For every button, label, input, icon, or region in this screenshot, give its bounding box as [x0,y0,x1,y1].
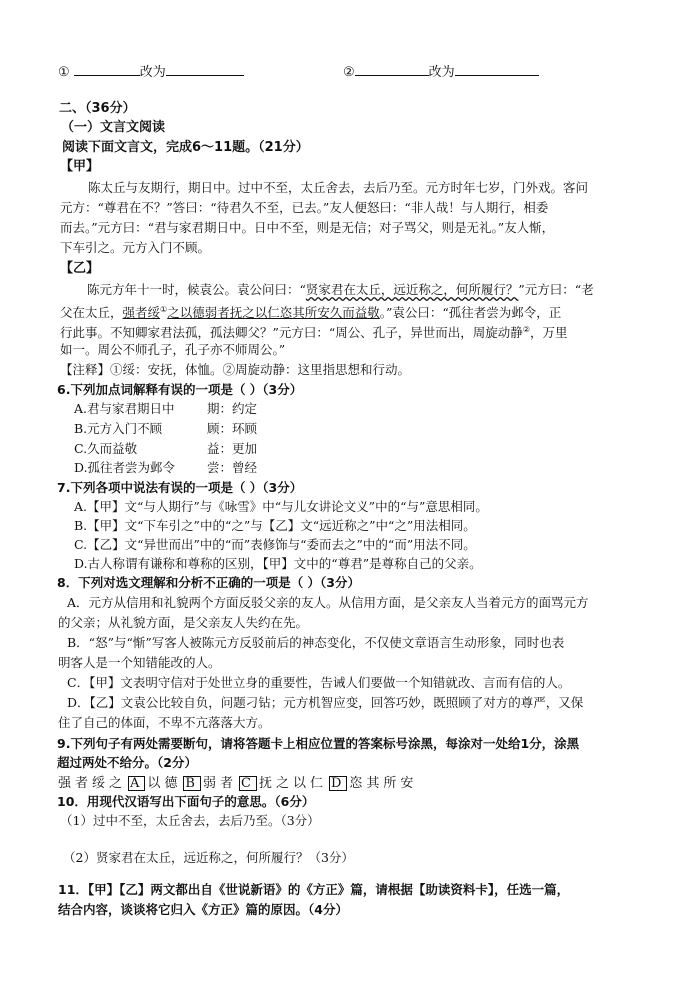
q8-line: 住了自己的体面，不卑不亢落落大方。 [58,715,271,730]
q9-segment: 强者绥之 [58,776,127,791]
fill-item-2 [343,63,539,81]
q6-option-text: A.君与家君期日中 [74,401,175,416]
yi-line-4: 如一。周公不师孔子，孔子亦不师周公。” [60,342,286,357]
yi-underlined-question: 贤家君在太丘，远近称之，何所履行？ [305,282,519,297]
q6-option-text: C.久而益敬 [74,441,138,456]
q7-option-d: D.古人称谓有谦称和尊称的区别，【甲】文中的“尊君”是尊称自己的父亲。 [74,556,482,571]
q8-line: 的父亲；从礼貌方面，是父亲友人失约在先。 [58,615,309,630]
q9-break-d[interactable]: D [330,776,346,791]
q9-segment: 以德 [147,776,182,791]
yi-underlined-phrase: 强者绥 [122,305,161,321]
fill-blank-1a[interactable] [74,63,140,76]
fill-item-2-num: ② [343,65,355,80]
q6-option-c [74,441,137,457]
q8-line: D．【乙】文袁公比较自负，问题刁钻；元方机智应变，回答巧妙，既照顾了对方的尊严，又保 [67,695,584,710]
q8-title: 8．下列对选文理解和分析不正确的一项是（ ）（3分） [57,575,360,590]
yi-text: 行此事。不知卿家君法孤，孤法卿父？”元方曰：“周公、孔子，异世而出，周旋动静 [60,325,523,341]
q9-segment: 弱者 [202,776,237,791]
yi-label: 【乙】 [60,261,100,276]
yi-underlined-phrase: 之以德弱者抚之以仁恣其所安久而益敬 [167,305,380,321]
jia-line: 而去。”元方曰：“君与家君期日中。日中不至，则是无信；对子骂父，则是无礼。”友人惭， [60,220,555,235]
yi-text: 陈元方年十一时，候袁公。袁公问曰：“ [87,282,306,297]
q7-option-b: B.【甲】文“下车引之”中的“之”与【乙】文“远近称之”中“之”用法相同。 [74,518,476,533]
q6-gloss-a: 期：约定 [207,401,258,416]
notes: 【注释】①绥：安抚，体恤。②周旋动静：这里指思想和行动。 [60,362,411,377]
q8-line: B．“怒”与“惭”写客人被陈元方反驳前后的神态变化，不仅使文章语言生动形象，同时也表 [67,635,565,650]
yi-line-3 [60,322,567,341]
q9-break-c[interactable]: C [241,776,255,791]
yi-text: 。”袁公曰：“孤往者尝为邺令，正 [379,305,562,321]
q9-segment: 抚之以仁 [258,776,327,791]
note-marker-2: ② [522,325,530,334]
q7-title: 7.下列各项中说法有误的一项是（ ）（3分） [57,480,303,495]
fill-blank-1b[interactable] [166,63,244,76]
q11-line-1: 11．【甲】【乙】两文都出自《世说新语》的《方正》篇，请根据【助读资料卡】，任选一篇， [58,882,570,897]
yi-text: ，万里 [529,325,568,341]
section-2-instruction: 阅读下面文言文，完成6～11题。（21分） [62,140,309,155]
q9-break-b[interactable]: B [185,776,199,791]
jia-line: 下车引之。元方入门不顾。 [60,240,211,255]
fill-blank-2a[interactable] [355,63,429,76]
q9-segment: 恣其所安 [349,776,418,791]
yi-line-1 [87,282,594,298]
q7-option-a: A.【甲】文“与人期行”与《咏雪》中“与儿女讲论文义”中的“与”意思相同。 [74,499,488,514]
q6-option-a [74,401,175,417]
q10-item-1: （1）过中不至，太丘舍去，去后乃至。（3分） [60,813,320,828]
q6-option-d [74,460,175,476]
fill-blank-2b[interactable] [455,63,539,76]
jia-line: 陈太丘与友期行，期日中。过中不至，太丘舍去，去后乃至。元方时年七岁，门外戏。客问 [88,180,589,195]
yi-line-2 [60,302,561,321]
q9-break-a[interactable]: A [130,776,144,791]
q9-title-1: 9.下列句子有两处需要断句，请将答题卡上相应位置的答案标号涂黑，每涂对一处给1分，涂黑 [57,736,580,751]
fill-item-1-mid: 改为 [139,65,166,80]
q8-line: 明客人是一个知错能改的人。 [58,655,221,670]
q6-gloss-d: 尝：曾经 [207,460,258,475]
q10-item-2: （2）贤家君在太丘，远近称之，何所履行？（3分） [63,850,354,865]
q10-title: 10．用现代汉语写出下面句子的意思。（6分） [57,794,315,809]
jia-line: 元方：“尊君在不？”答曰：“待君久不至，已去。”友人便怒曰：“非人哉！与人期行，相委 [60,200,549,215]
q6-gloss-b: 顾：环顾 [207,421,258,436]
fill-item-2-mid: 改为 [428,65,455,80]
fill-item-1-num: ① [58,65,70,80]
q7-option-c: C.【乙】文“异世而出”中的“而”表修饰与“委而去之”中的“而”用法不同。 [74,537,476,552]
q6-gloss-c: 益：更加 [207,441,258,456]
q9-title-2: 超过两处不给分。（2分） [57,755,197,770]
q11-line-2: 结合内容，谈谈将它归入《方正》篇的原因。（4分） [58,902,348,917]
section-2-sub: （一）文言文阅读 [61,120,166,135]
q6-option-text: D.孤往者尝为邺令 [74,460,176,475]
section-2-title: 二、（36分） [59,101,136,116]
yi-text: 父在太丘， [60,305,123,321]
q6-option-b [74,421,162,437]
q6-title: 6.下列加点词解释有误的一项是（ ）（3分） [57,382,303,397]
q8-line: A．元方从信用和礼貌两个方面反驳父亲的友人。从信用方面，是父亲友人当着元方的面骂元方 [67,595,589,610]
note-marker-1: ① [160,305,168,314]
yi-text: ”元方曰：“老 [518,282,594,297]
q8-line: C．【甲】文表明守信对于处世立身的重要性，告诫人们要做一个知错就改、言而有信的人。 [67,675,571,690]
fill-item-1 [58,63,244,81]
q6-option-text: B.元方入门不顾 [74,421,163,436]
jia-label: 【甲】 [60,159,100,174]
q9-sentence [58,776,417,792]
